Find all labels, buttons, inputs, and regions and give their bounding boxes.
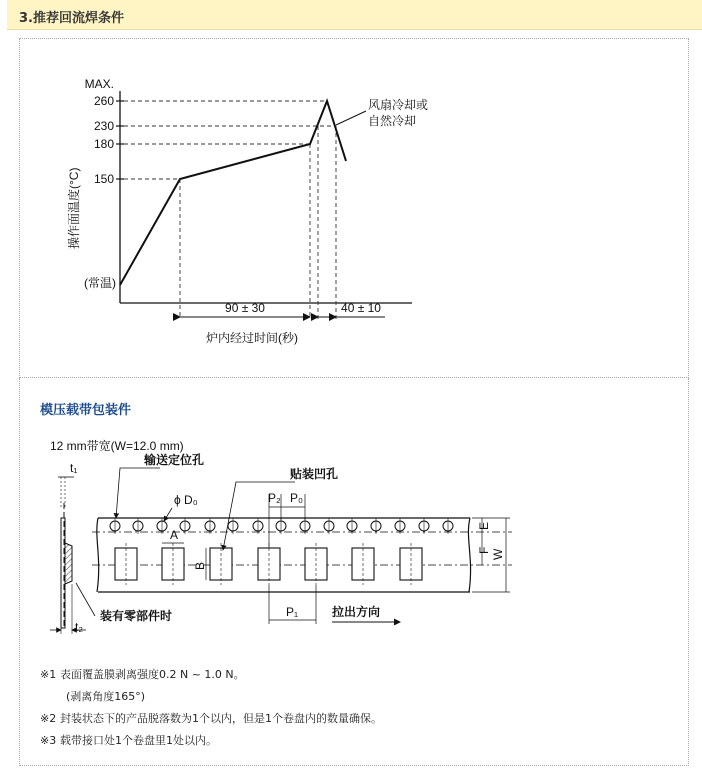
cooling-leader-line <box>336 111 366 125</box>
preheat-time-label: 90 ± 30 <box>225 301 265 315</box>
x-axis-label: 炉内经过时间(秒) <box>206 331 298 345</box>
guide-lines <box>124 101 336 319</box>
section-header <box>7 0 702 30</box>
temperature-profile-curve <box>120 101 346 285</box>
pocket-label: 贴装凹孔 <box>290 467 339 481</box>
a-label: A <box>170 528 179 542</box>
reflow-profile-chart <box>20 39 688 377</box>
note-3-mark: ※3 <box>40 734 57 747</box>
note-2-mark: ※2 <box>40 712 57 725</box>
peak-time-label: 40 ± 10 <box>341 301 381 315</box>
note-1 <box>40 664 382 686</box>
sprocket-leader <box>116 468 160 518</box>
note-2-text: 封装状态下的产品脱落数为1个以内，但是1个卷盘内的数量确保。 <box>60 712 382 725</box>
w-label: W <box>491 548 505 560</box>
sprocket-hole-label: 输送定位孔 <box>144 453 205 467</box>
tape-panel <box>19 378 689 766</box>
pocket-leader <box>223 482 295 550</box>
phi-d0-leader <box>164 508 172 521</box>
tape-section-title: 模压载带包装件 <box>40 403 132 418</box>
note-1-sub <box>40 686 382 708</box>
note-1-text: 表面覆盖膜剥离强度0.2 N ~ 1.0 N。 <box>60 668 245 681</box>
sprocket-holes <box>110 521 453 531</box>
reflow-chart-panel <box>19 38 689 378</box>
note-3 <box>40 730 382 752</box>
y-tick-180: 180 <box>93 137 114 151</box>
cooling-label-2: 自然冷却 <box>368 114 417 128</box>
p1-label: P₁ <box>286 605 299 619</box>
y-tick-room-temp: (常温) <box>84 276 116 290</box>
loaded-label: 装有零部件时 <box>100 609 173 623</box>
note-3-text: 载带接口处1个卷盘里1处以内。 <box>60 734 217 747</box>
direction-label: 拉出方向 <box>332 605 381 619</box>
y-tick-230: 230 <box>93 119 114 133</box>
f-label: F <box>477 546 491 554</box>
note-1-sub-text: (剥离角度165°) <box>66 690 146 703</box>
p2-label: P₂ <box>268 491 281 505</box>
b-label: B <box>193 561 207 570</box>
tape-side-profile <box>50 477 86 634</box>
notes-list <box>40 664 382 752</box>
t2-label: t₂ <box>75 620 83 634</box>
section-title: 3.推荐回流焊条件 <box>19 11 124 26</box>
p0-label: P₀ <box>290 491 303 505</box>
note-1-mark: ※1 <box>40 668 57 681</box>
loaded-leader <box>76 583 95 616</box>
y-tick-max: MAX. <box>84 77 114 91</box>
note-2 <box>40 708 382 730</box>
e-label: E <box>477 521 491 530</box>
t1-label: t₁ <box>70 461 78 475</box>
phi-d0-label: ϕ D₀ <box>174 493 198 507</box>
cooling-label-1: 风扇冷却或 <box>368 98 429 112</box>
y-tick-150: 150 <box>93 172 114 186</box>
y-axis-label: 操作面温度(°C) <box>67 167 81 249</box>
y-tick-260: 260 <box>93 94 114 108</box>
tape-width-label: 12 mm带宽(W=12.0 mm) <box>50 439 184 453</box>
pockets <box>115 548 422 580</box>
